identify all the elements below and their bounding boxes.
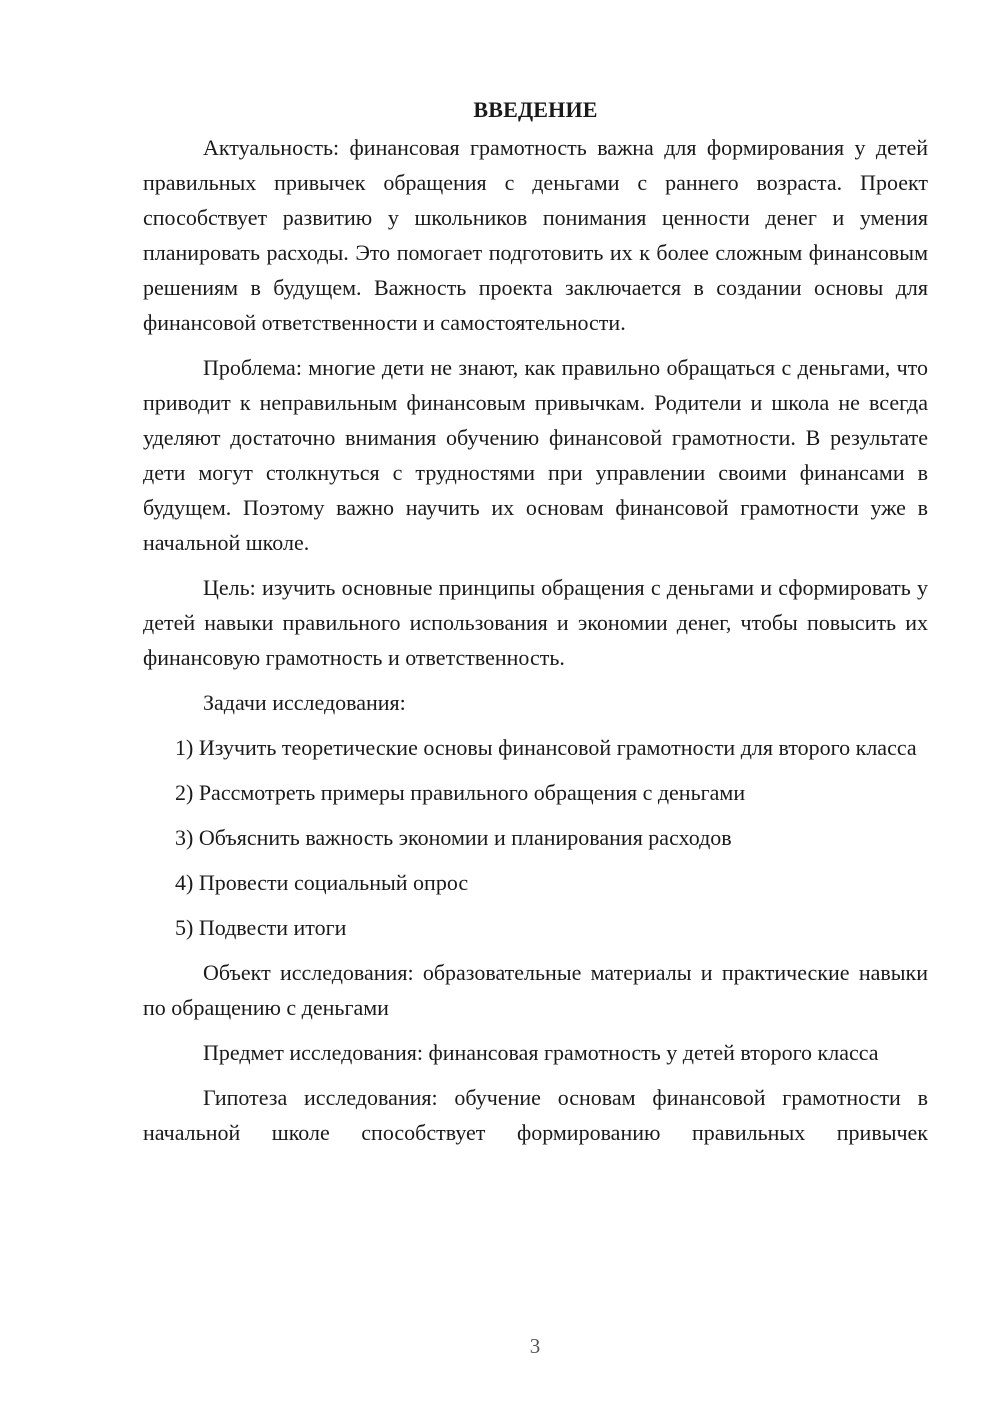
relevance-paragraph: Актуальность: финансовая грамотность важна для формирования у детей правильных привычек обращения с деньгами с раннего возраста. Проект способствует развитию у школьников понимания ценности денег и умения планировать расходы. Это помогает подготовить их к более сложным финансовым решениям в будущем. Важность проекта заключается в создании основы для финансовой ответственности и самостоятельности. [143, 135, 928, 335]
tasks-heading: Задачи исследования: [203, 690, 406, 715]
hypothesis-paragraph: Гипотеза исследования: обучение основам финансовой грамотности в начальной школе способствует формированию правильных привычек [143, 1085, 928, 1145]
goal-paragraph: Цель: изучить основные принципы обращения с деньгами и сформировать у детей навыки правильного использования и экономии денег, чтобы повысить их финансовую грамотность и ответственность. [143, 575, 928, 670]
page-content [143, 92, 928, 1150]
object-paragraph: Объект исследования: образовательные материалы и практические навыки по обращению с деньгами [143, 960, 928, 1020]
problem-paragraph: Проблема: многие дети не знают, как правильно обращаться с деньгами, что приводит к неправильным финансовым привычкам. Родители и школа не всегда уделяют достаточно внимания обучению финансовой грамотности. В результате дети могут столкнуться с трудностями при управлении своими финансами в будущем. Поэтому важно научить их основам финансовой грамотности уже в начальной школе. [143, 355, 928, 555]
task-item: 2) Рассмотреть примеры правильного обращения с деньгами [175, 780, 746, 805]
section-title: ВВЕДЕНИЕ [473, 97, 598, 122]
task-item: 1) Изучить теоретические основы финансовой грамотности для второго класса [175, 735, 917, 760]
page-number: 3 [529, 1334, 541, 1358]
task-item: 3) Объяснить важность экономии и планирования расходов [175, 825, 732, 850]
task-item: 5) Подвести итоги [175, 915, 347, 940]
subject-paragraph: Предмет исследования: финансовая грамотность у детей второго класса [203, 1040, 879, 1065]
tasks-list [143, 730, 928, 945]
task-item: 4) Провести социальный опрос [175, 870, 469, 895]
